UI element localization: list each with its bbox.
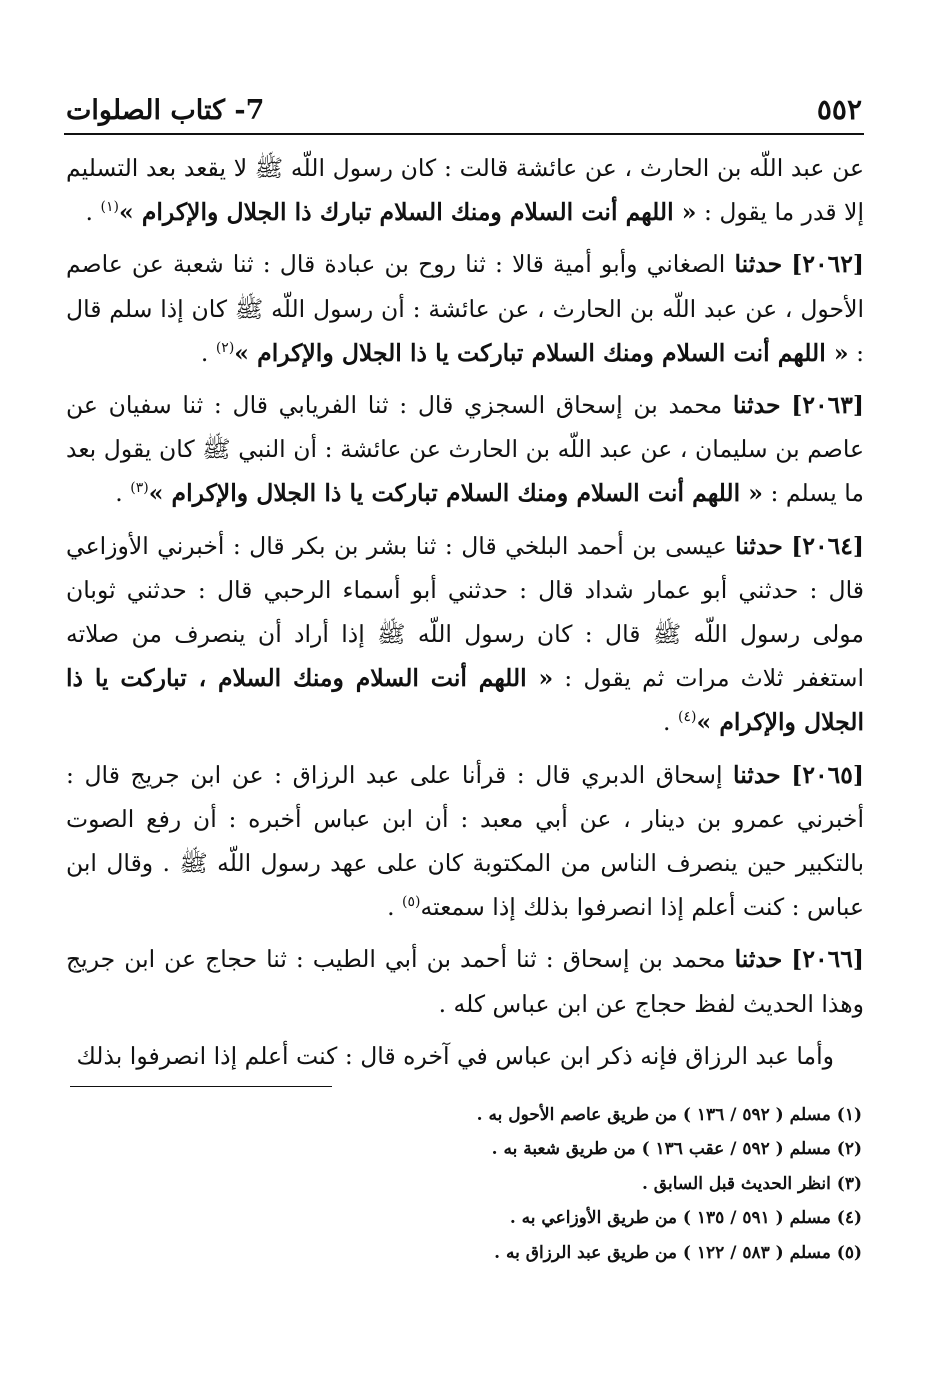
hadith-2064	[66, 524, 864, 745]
sentence-end: .	[115, 479, 131, 508]
hadith-number: [٢٠٦٦]	[791, 945, 864, 974]
page-number: ٥٥٢	[816, 93, 862, 126]
narration: محمد بن إسحاق السجزي قال : ثنا الفريابي قال : ثنا سفيان عن عاصم بن سليمان ، عن عبد اللّه بن الحارث عن عائشة : أن النبي ﷺ كان يقول بعد ما يسلم :	[66, 391, 864, 508]
footnote-ref: (١)	[100, 199, 119, 216]
footnote-2: (٢) مسلم ( ٥٩٢ / عقب ١٣٦ ) من طريق شعبة به .	[491, 1139, 862, 1160]
paragraph-continued	[66, 146, 864, 234]
main-text	[66, 146, 864, 1078]
footnote-1: (١) مسلم ( ٥٩٢ / ١٣٦ ) من طريق عاصم الأحول به .	[476, 1105, 862, 1125]
dua-text: « اللهم أنت السلام ومنك السلام تباركت يا ذا الجلال والإكرام »	[148, 479, 763, 508]
footnote-ref: (٤)	[678, 709, 697, 726]
hadith-number: [٢٠٦٤]	[791, 531, 864, 560]
footnote-ref: (٢)	[215, 339, 235, 356]
hadith-number: [٢٠٦٢]	[791, 250, 864, 279]
footnote-ref: (٥)	[402, 894, 421, 911]
haddathana-word: حدثنا	[733, 760, 781, 789]
narration: عيسى بن أحمد البلخي قال : ثنا بشر بن بكر قال : أخبرني الأوزاعي قال : حدثني أبو عمار شداد قال : حدثني أبو أسماء الرحبي قال : حدثني ثوبان مولى رسول اللّه ﷺ قال : كان رسول اللّه ﷺ إذا أراد أن ينصرف من صلاته استغفر ثلاث مرات ثم يقول :	[66, 531, 864, 693]
hadith-2066	[66, 937, 864, 1025]
sentence-end: .	[85, 198, 101, 227]
haddathana-word: حدثنا	[732, 391, 781, 420]
hadith-number: [٢٠٦٣]	[791, 391, 864, 420]
narration: عن عبد اللّه بن الحارث ، عن عائشة قالت : كان رسول اللّه ﷺ لا يقعد بعد التسليم إلا قدر ما يقول :	[66, 154, 864, 227]
footnote-separator	[70, 1086, 332, 1087]
dua-text: « اللهم أنت السلام ومنك السلام تبارك ذا الجلال والإكرام »	[118, 198, 697, 227]
footnote-5: (٥) مسلم ( ٥٨٣ / ١٢٢ ) من طريق عبد الرزاق به .	[494, 1242, 862, 1263]
dua-text: « اللهم أنت السلام ومنك السلام ، تباركت يا ذا الجلال والإكرام »	[66, 664, 864, 737]
footnotes	[66, 1098, 862, 1270]
running-title: 7- كتاب الصلوات	[66, 95, 265, 126]
hadith-2065	[66, 753, 864, 930]
continuation-paragraph: وأما عبد الرزاق فإنه ذكر ابن عباس في آخره قال : كنت أعلم إذا انصرفوا بذلك	[76, 1041, 834, 1070]
narration: الصغاني وأبو أمية قالا : ثنا روح بن عبادة قال : ثنا شعبة عن عاصم الأحول ، عن عبد اللّه بن الحارث ، عن عائشة : أن رسول اللّه ﷺ كان إذا سلم قال :	[66, 250, 864, 367]
hadith-number: [٢٠٦٥]	[791, 760, 864, 789]
footnote-4: (٤) مسلم ( ٥٩١ / ١٣٥ ) من طريق الأوزاعي به .	[509, 1208, 862, 1229]
haddathana-word: حدثنا	[735, 531, 783, 560]
header-rule	[64, 133, 864, 135]
haddathana-word: حدثنا	[734, 945, 783, 974]
sentence-end: .	[663, 708, 678, 737]
haddathana-word: حدثنا	[734, 250, 783, 279]
page-header	[66, 86, 862, 126]
sentence-end: .	[387, 893, 403, 922]
narration: محمد بن إسحاق : ثنا أحمد بن أبي الطيب : ثنا حجاج عن ابن جريج وهذا الحديث لفظ حجاج عن ابن عباس كله .	[66, 945, 864, 1018]
footnote-3: (٣) انظر الحديث قبل السابق .	[641, 1173, 862, 1194]
hadith-2062	[66, 242, 864, 375]
hadith-2063	[66, 383, 864, 516]
narration: إسحاق الدبري قال : قرأنا على عبد الرزاق : عن ابن جريج قال : أخبرني عمرو بن دينار ، عن أبي معبد : أن ابن عباس أخبره : أن رفع الصوت بالتكبير حين ينصرف الناس من المكتوبة كان على عهد رسول اللّه ﷺ . وقال ابن عباس : كنت أعلم إذا انصرفوا بذلك إذا سمعته	[66, 760, 864, 922]
footnote-ref: (٣)	[130, 480, 149, 497]
dua-text: « اللهم أنت السلام ومنك السلام تباركت يا ذا الجلال والإكرام »	[234, 338, 849, 367]
sentence-end: .	[200, 338, 216, 367]
